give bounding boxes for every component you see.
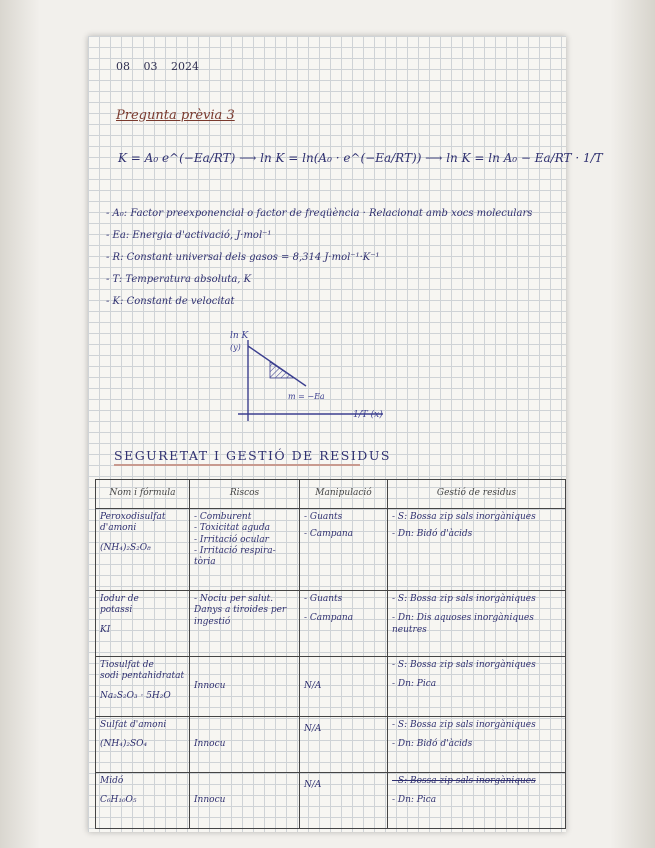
- header-waste: Gestió de residus: [388, 480, 566, 509]
- cell-risks: - Comburent - Toxicitat aguda - Irritació ocular - Irritació respira- tòria: [190, 509, 300, 591]
- table-header-row: [96, 480, 566, 509]
- bullet-t: - T: Temperatura absoluta, K: [106, 274, 252, 285]
- cell-risks: Innocu: [190, 717, 300, 773]
- slope-triangle: [270, 362, 294, 378]
- table-row: [96, 717, 566, 773]
- arrhenius-graph: [208, 326, 398, 436]
- regression-line: [248, 346, 306, 386]
- table-row: [96, 509, 566, 591]
- table-row: [96, 657, 566, 717]
- cell-waste: - S: Bossa zip sals inorgàniques - Dn: Bidó d'àcids: [388, 717, 566, 773]
- cell-risks: Innocu: [190, 657, 300, 717]
- bullet-k: - K: Constant de velocitat: [106, 296, 235, 307]
- cell-waste: - S: Bossa zip sals inorgàniques - Dn: Pica: [388, 657, 566, 717]
- cell-name: Midó C₆H₁₀O₅: [96, 773, 190, 829]
- cell-name: Sulfat d'amoni (NH₄)₂SO₄: [96, 717, 190, 773]
- formula: Na₂S₂O₃ · 5H₂O: [100, 690, 171, 701]
- formula: C₆H₁₀O₅: [100, 795, 137, 806]
- x-axis-label: 1/T (x): [353, 410, 383, 420]
- table-row: [96, 773, 566, 829]
- y-axis-label: ln K: [230, 331, 249, 341]
- notebook-page: [88, 36, 603, 832]
- bullet-r: - R: Constant universal dels gasos = 8,314 J·mol⁻¹·K⁻¹: [106, 252, 380, 263]
- bullet-a0: - A₀: Factor preexponencial o factor de freqüència · Relacionat amb xocs moleculars: [106, 208, 533, 219]
- arrhenius-equation: K = A₀ e^(−Ea/RT) ⟶ ln K = ln(A₀ · e^(−Ea/RT)) ⟶ ln K = ln A₀ − Ea/RT · 1/T: [118, 151, 603, 165]
- header-name: Nom i fórmula: [96, 480, 190, 509]
- cell-risks: Innocu: [190, 773, 300, 829]
- residues-table: [95, 479, 566, 829]
- section-title: SEGURETAT I GESTIÓ DE RESIDUS: [114, 448, 391, 463]
- cell-waste: - S: Bossa zip sals inorgàniques - Dn: Pica: [388, 773, 566, 829]
- header-handling: Manipulació: [300, 480, 388, 509]
- bullet-ea: - Ea: Energia d'activació, J·mol⁻¹: [106, 230, 272, 241]
- cell-name: Tiosulfat de sodi pentahidratat Na₂S₂O₃ · 5H₂O: [96, 657, 190, 717]
- cell-risks: - Nociu per salut. Danys a tiroides per ingestió: [190, 591, 300, 657]
- cell-handling: - Guants - Campana: [300, 591, 388, 657]
- cell-waste: - S: Bossa zip sals inorgàniques - Dn: Dis aquoses inorgàniques neutres: [388, 591, 566, 657]
- section-underline: [114, 464, 360, 466]
- cell-handling: N/A: [300, 773, 388, 829]
- y-axis-variable: (y): [230, 343, 241, 352]
- cell-name: Peroxodisulfat d'amoni (NH₄)₂S₂O₈: [96, 509, 190, 591]
- header-risks: Riscos: [190, 480, 300, 509]
- date: 08 03 2024: [116, 60, 199, 73]
- table-row: [96, 591, 566, 657]
- cell-handling: N/A: [300, 717, 388, 773]
- cell-handling: N/A: [300, 657, 388, 717]
- formula: KI: [100, 624, 111, 635]
- slope-label: m = −Ea: [288, 392, 325, 401]
- cell-waste: - S: Bossa zip sals inorgàniques - Dn: Bidó d'àcids: [388, 509, 566, 591]
- cell-name: Iodur de potassi KI: [96, 591, 190, 657]
- page-title: Pregunta prèvia 3: [116, 108, 235, 123]
- cell-handling: - Guants - Campana: [300, 509, 388, 591]
- formula: (NH₄)₂S₂O₈: [100, 542, 151, 553]
- formula: (NH₄)₂SO₄: [100, 739, 148, 750]
